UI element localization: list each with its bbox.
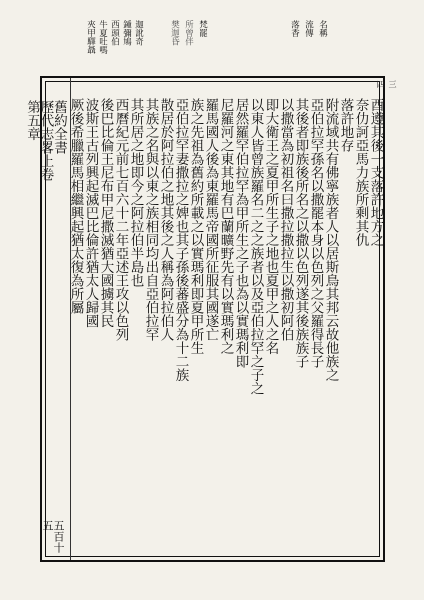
- text-column: 附流域共有佛寧族者人以居斯鳥其邦云故他族之: [322, 98, 339, 382]
- header-note: 西頭伯: [109, 20, 120, 46]
- header-note: 樊迦昏: [169, 20, 180, 46]
- text-column: 波斯王古列興起滅巴比倫許猶太人歸國: [82, 98, 99, 328]
- chapter-book: 歷代志畧上卷: [37, 100, 54, 181]
- header-note: 迦訛奇: [133, 20, 144, 46]
- text-column: 族之先祖為舊約所載之以實瑪利即夏甲所生: [187, 98, 204, 355]
- text-column: 亞伯拉罕妻撒拉之婢也其子孫後蕃盛分為十二族: [172, 98, 189, 382]
- text-column: 即大衛王之夏甲所生子之地也夏甲之人之名: [262, 98, 279, 355]
- text-column: 亞伯拉罕孫名以撒罷本身以色列之父羅得長子: [307, 98, 324, 368]
- header-note: 落香: [289, 20, 300, 37]
- text-column: 居然羅罕伯拉罕為甲所生之子也為以實瑪利即: [232, 98, 249, 368]
- header-note: 夾甲驛聶: [85, 20, 96, 54]
- header-note: 鍾彌鳩: [121, 20, 132, 46]
- book-title: 舊約全書: [51, 100, 67, 154]
- book-title-column: [24, 100, 67, 546]
- header-note: 流傳: [303, 20, 314, 37]
- margin-number-left: 四: [376, 80, 385, 88]
- text-column: 厥後希臘羅馬相繼興起猶太復為所屬: [67, 98, 84, 314]
- text-column: 尼羅河之東其地有巴蘭曠野先有以實瑪利之: [217, 98, 234, 355]
- text-column: 西曆紀元前七百六十二年亞述王攻以色列: [112, 98, 129, 341]
- text-column: 後巴比倫王尼布甲尼撒滅猶大國擄其民: [97, 98, 114, 328]
- text-column: 其後者即族後所名之以撒以色列遂其後族族子: [292, 98, 309, 368]
- text-column: 其所居之地即今之阿拉伯半島也: [127, 98, 144, 287]
- header-note: 名稱: [317, 20, 328, 37]
- text-column: 落許地存: [337, 98, 354, 152]
- margin-number-right: 三: [388, 80, 397, 88]
- header-note: 牛夏吐嗎: [97, 20, 108, 54]
- text-column: 羅馬國人後為東羅馬帝國所征服其國遂亡: [202, 98, 219, 341]
- header-note: 所曾伴: [183, 20, 194, 46]
- text-column: 奈仂訶亞馬力族所剩其仇: [352, 98, 369, 247]
- page-number: 五百十五: [41, 520, 65, 553]
- text-column: 以東人皆曾族羅名二之之族者以及亞伯拉罕之子之: [247, 98, 264, 395]
- text-column: 散居於阿拉伯之地其後之人稱為阿拉伯人: [157, 98, 174, 341]
- header-note: 梵罷: [197, 20, 208, 37]
- text-column: 其族之名與以東之族相同均出自亞伯拉罕: [142, 98, 159, 341]
- text-column: 以撒當為初祖名曰撒拉撒拉生以撒初阿伯: [277, 98, 294, 341]
- text-column: 酉遵其後一支落許地方之: [367, 98, 384, 247]
- chapter-number: 第五章: [24, 100, 40, 141]
